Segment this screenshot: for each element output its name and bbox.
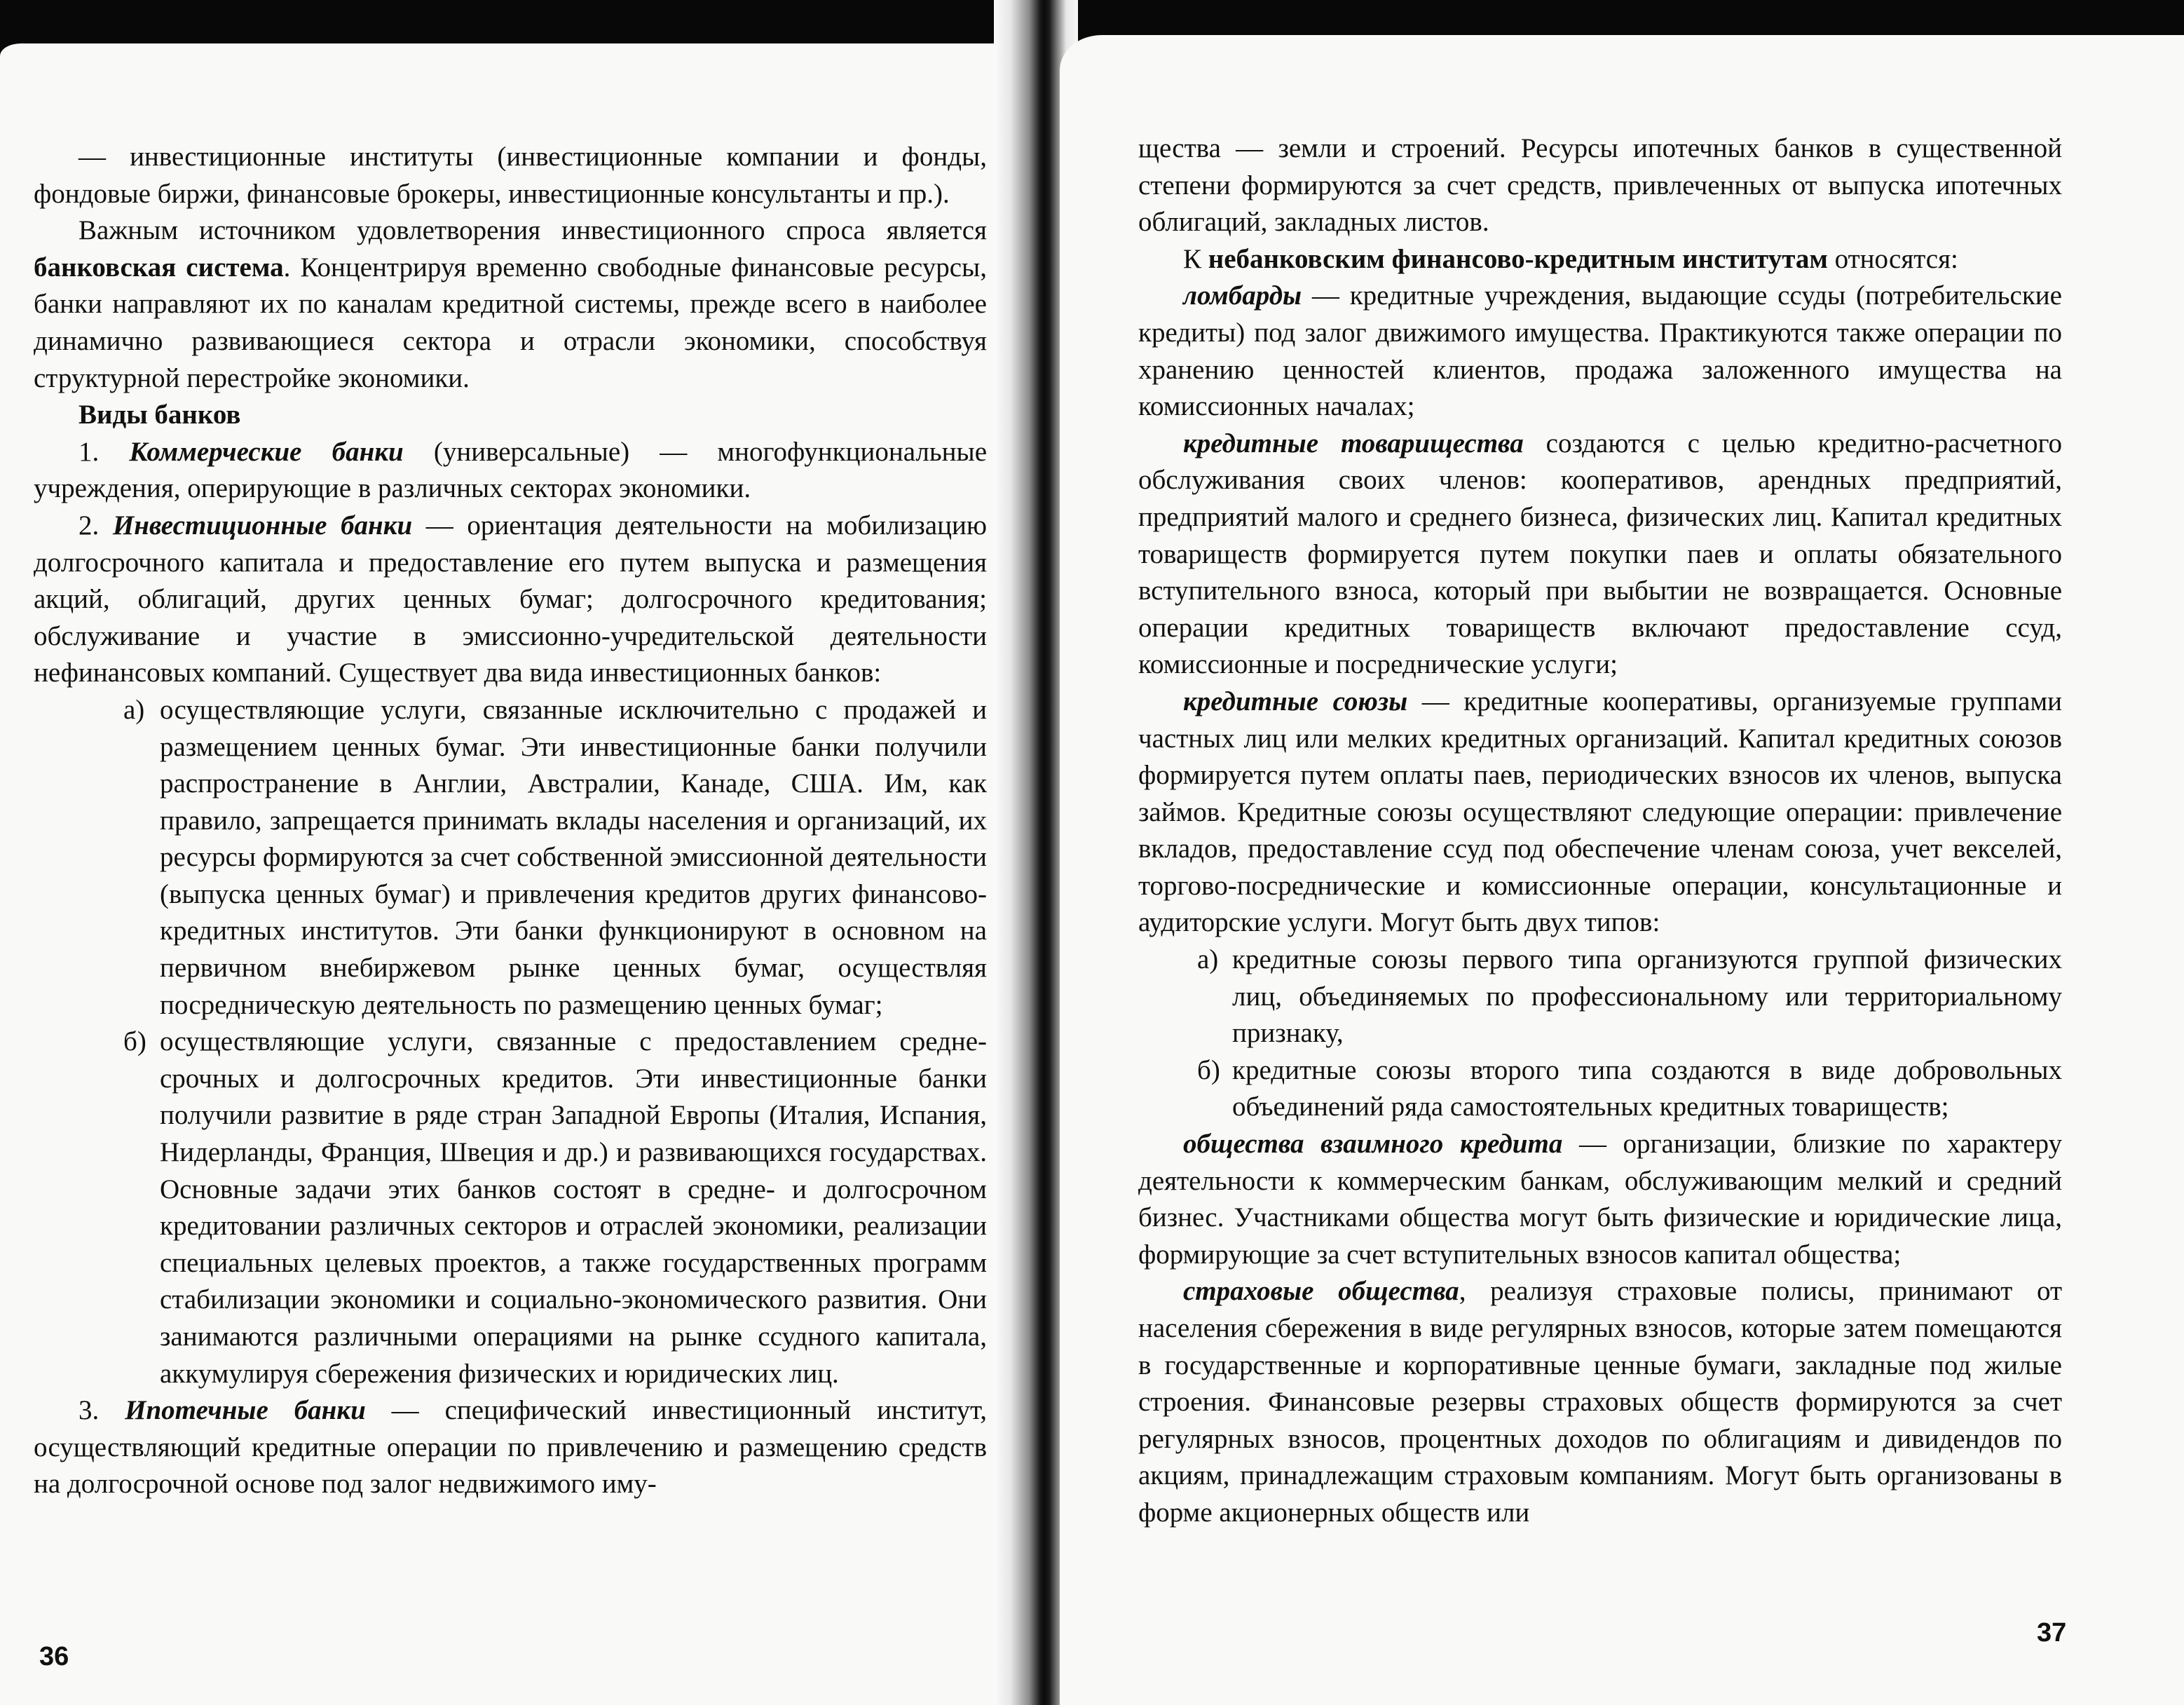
term-bold-italic: Ипотечные банки (125, 1395, 366, 1426)
list-marker: б) (123, 1026, 146, 1057)
list-item: б) кредитные союзы второго типа создаются в виде добровольных объединений ряда самостоятельных кредитных товариществ; (1138, 1052, 2062, 1126)
left-page-text (34, 139, 987, 1503)
term-bold: банковская система (34, 252, 284, 283)
list-item: а) кредитные союзы первого типа организуются группой физических лиц, объединяемых по профессиональному или территориальному признаку, (1138, 942, 2062, 1052)
paragraph: К небанковским финансово-кредитным институтам относятся: (1183, 243, 1958, 274)
term-bold-italic: кредитные союзы (1183, 686, 1408, 716)
list-marker: а) (1197, 944, 1219, 975)
paragraph: 3. Ипотечные банки — специфический инвестиционный институт, осуществляющий кредитные операции по привлечению и размещению средств на долгосрочной основе под залог недвижимого иму- (34, 1395, 987, 1500)
term-bold-italic: кредитные товарищества (1183, 428, 1524, 458)
section-heading: Виды банков (79, 400, 241, 430)
paragraph: страховые общества, реализуя страховые полисы, принимают от населения сбережения в виде регулярных взносов, которые затем помещаются в государственные и корпоративные ценные бумаги, закладные под жилые строения. Финансовые резервы страховых обществ формируются за счет регулярных взносов, процентных доходов по облигациям и дивидендов по акциям, принадлежащим страховым компаниям. Могут быть организованы в форме акционерных обществ или (1138, 1276, 2062, 1528)
list-item: б) осуществляющие услуги, связанные с предоставлением средне-срочных и долгосрочных кредитов. Эти инвестиционные банки получили развитие в ряде стран Западной Европы (Италия, Испания, Нидерланды, Франция, Швеция и др.) и развивающихся государствах. Основные задачи этих банков состоят в средне- и долгосрочном кредитовании различных секторов и отраслей экономики, реализации специальных целевых проектов, а также государственных программ стабилизации экономики и социально-экономического развития. Они занимаются различными операциями на рынке ссудного капитала, аккумулируя сбережения физических и юридических лиц. (34, 1024, 987, 1392)
right-page-text (1138, 130, 2062, 1532)
term-bold-italic: Коммерческие банки (129, 436, 404, 467)
paragraph: щества — земли и строений. Ресурсы ипотечных банков в существенной степени формируются за счет средств, привлеченных от выпуска ипотечных облигаций, закладных листов. (1138, 133, 2062, 238)
paragraph: 2. Инвестиционные банки — ориентация деятельности на мобилизацию долгосрочного капитала и предоставление его путем выпуска и размещения акций, облигаций, других ценных бумаг; долгосрочного кредитования; обслуживание и участие в эмиссионно-учредительской деятельности нефинансовых компаний. Существует два вида инвестиционных банков: (34, 510, 987, 688)
term-bold: небанковским финансово-кредитным институтам (1208, 243, 1828, 274)
list-marker: а) (123, 694, 145, 725)
list-item: а) осуществляющие услуги, связанные исключительно с продажей и размещением ценных бумаг. Эти инвестиционные банки получили распространение в Англии, Австралии, Канаде, США. Им, как правило, запрещается принимать вклады населения и организаций, их ресурсы формируются за счет собственной эмиссионной деятельности (выпуска ценных бумаг) и привлечения кредитов других финансово-кредитных институтов. Эти банки функционируют в основном на первичном внебиржевом рынке ценных бумаг, осуществляя посредническую деятельность по размещению ценных бумаг; (34, 692, 987, 1024)
list-marker: б) (1197, 1054, 1220, 1085)
paragraph: — инвестиционные институты (инвестиционные компании и фонды, фондовые биржи, финансовые брокеры, инвестиционные консультанты и пр.). (34, 142, 987, 209)
paragraph: Важным источником удовлетворения инвестиционного спроса является банковская система. Концентрируя временно свободные финансовые ресурсы, банки направляют их по каналам кредитной системы, прежде всего в наиболее динамично развивающиеся сектора и отрасли экономики, способствуя структурной перестройке экономики. (34, 215, 987, 393)
paragraph: ломбарды — кредитные учреждения, выдающие ссуды (потребительские кредиты) под залог движимого имущества. Практикуются также операции по хранению ценностей клиентов, продажа заложенного имущества на комиссионных началах; (1138, 280, 2062, 422)
term-bold-italic: ломбарды (1183, 280, 1302, 311)
paragraph: кредитные товарищества создаются с целью кредитно-расчетного обслуживания своих членов: кооперативов, арендных предприятий, предприятий малого и среднего бизнеса, физических лиц. Капитал кредитных товариществ формируется путем покупки паев и оплаты обязательного вступительного взноса, который при выбытии не возвращается. Основные операции кредитных товариществ включают предоставление ссуд, комиссионные и посреднические услуги; (1138, 428, 2062, 680)
right-page (1060, 35, 2184, 1705)
paragraph: 1. Коммерческие банки (универсальные) — многофункциональные учреждения, оперирующие в различных секторах экономики. (34, 436, 988, 504)
page-number: 36 (39, 1642, 69, 1671)
page-number: 37 (2037, 1618, 2067, 1648)
term-bold-italic: страховые общества (1183, 1276, 1459, 1307)
paragraph: общества взаимного кредита — организации, близкие по характеру деятельности к коммерческим банкам, обслуживающим мелкий и средний бизнес. Участниками общества могут быть физические и юридические лица, формирующие за счет вступительных взносов капитал общества; (1138, 1129, 2062, 1270)
term-bold-italic: Инвестиционные банки (112, 510, 413, 541)
left-page (0, 43, 1030, 1705)
term-bold-italic: общества взаимного кредита (1183, 1129, 1563, 1160)
paragraph: кредитные союзы — кредитные кооперативы, организуемые группами частных лиц или мелких кредитных организаций. Капитал кредитных союзов формируется путем оплаты паев, периодических взносов их членов, выпуска займов. Кредитные союзы осуществляют следующие операции: привлечение вкладов, предоставление ссуд под обеспечение членам союза, учет векселей, торгово-посреднические и комиссионные операции, консультационные и аудиторские услуги. Могут быть двух типов: (1138, 686, 2062, 938)
